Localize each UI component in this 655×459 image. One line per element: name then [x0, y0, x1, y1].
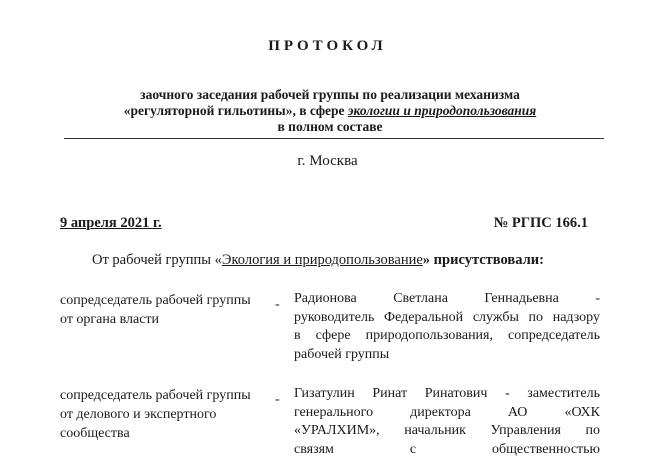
member-dash: - — [275, 297, 280, 313]
member-line: руководитель Федеральной службы по надзору — [294, 309, 600, 328]
member-line: Гизатулин Ринат Ринатович - заместитель — [294, 385, 600, 404]
working-group-name: Экология и природопользование — [222, 252, 423, 268]
member-description — [294, 290, 600, 364]
attendance-suffix: » присутствовали: — [423, 252, 544, 268]
member-line: связям с общественностью — [294, 441, 600, 459]
member-description — [294, 385, 600, 459]
attendance-intro — [92, 252, 544, 269]
member-line: в сфере природопользования, сопредседатель — [294, 327, 600, 346]
subtitle-line-2-prefix: «регуляторной гильотины», в сфере — [124, 103, 348, 118]
member-line: «УРАЛХИМ», начальник Управления по — [294, 422, 600, 441]
meeting-date: 9 апреля 2021 г. — [60, 215, 162, 232]
member-line: Радионова Светлана Геннадьевна - — [294, 290, 600, 309]
document-title: ПРОТОКОЛ — [0, 38, 655, 55]
city: г. Москва — [0, 153, 655, 170]
subtitle-line-1: заочного заседания рабочей группы по реализации механизма — [60, 87, 600, 103]
header-divider — [64, 138, 604, 139]
member-line: генерального директора АО «ОХК — [294, 404, 600, 423]
subtitle-topic: экологии и природопользования — [348, 103, 536, 118]
subtitle-line-3: в полном составе — [60, 119, 600, 135]
member-dash: - — [275, 392, 280, 408]
attendance-prefix: От рабочей группы « — [92, 252, 222, 268]
member-line: рабочей группы — [294, 346, 600, 365]
protocol-number: № РГПС 166.1 — [470, 215, 588, 232]
member-role: сопредседатель рабочей группы от делового и экспертного сообщества — [60, 386, 260, 443]
member-role: сопредседатель рабочей группы от органа власти — [60, 291, 260, 329]
subtitle-line-2 — [60, 103, 600, 119]
